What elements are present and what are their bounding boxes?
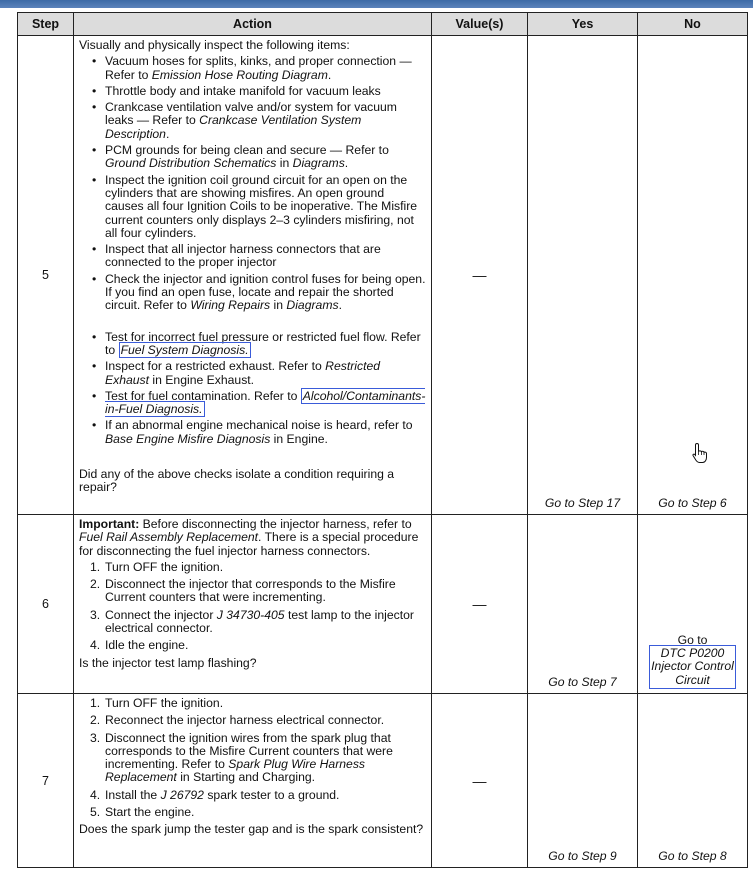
no-cell (638, 36, 748, 515)
important-note: Important: Before disconnecting the injector harness, refer to Fuel Rail Assembly Replacement. There is a special procedure for disconnecting the fuel injector harness connectors. (79, 517, 419, 558)
yes-goto-link[interactable]: Go to Step 9 (548, 849, 617, 863)
procedure-list (79, 561, 426, 653)
list-item: 1. Turn OFF the ignition. (90, 696, 224, 710)
action-cell (74, 36, 432, 515)
table-row (18, 36, 748, 515)
list-item: • Vacuum hoses for splits, kinks, and proper connection — Refer to Emission Hose Routing Diagram. (105, 55, 426, 82)
table-row (18, 694, 748, 868)
no-goto-link[interactable]: Go to Step 6 (658, 496, 727, 510)
value-cell: — (432, 694, 528, 868)
list-item: • Inspect the ignition coil ground circuit for an open on the cylinders that are showing misfires. An open ground causes all four Ignition Coils to be inoperative. The Misfire current counters only displays 2–3 cylinders misfiring, not all four cylinders. (105, 174, 426, 240)
ref-link[interactable]: Fuel Rail Assembly Replacement (79, 530, 259, 545)
yes-cell (528, 694, 638, 868)
action-cell (74, 694, 432, 868)
list-item: • If an abnormal engine mechanical noise is heard, refer to Base Engine Misfire Diagnosis in Engine. (105, 419, 426, 446)
list-item: • Check the injector and ignition control fuses for being open. If you find an open fuse, locate and repair the shorted circuit. Refer to Wiring Repairs in Diagrams. (105, 273, 426, 313)
header-no: No (638, 13, 748, 36)
ref-link[interactable]: Wiring Repairs (190, 298, 271, 313)
step-number: 5 (18, 36, 74, 515)
spacer (79, 316, 426, 328)
step-question: Did any of the above checks isolate a condition requiring a repair? (79, 467, 395, 495)
table-header-row (18, 13, 748, 36)
list-item: 2. Reconnect the injector harness electrical connector. (90, 713, 385, 728)
list-item: • Throttle body and intake manifold for vacuum leaks (105, 85, 426, 98)
ref-link[interactable]: Spark Plug Wire Harness Replacement (105, 757, 366, 785)
procedure-list (79, 697, 426, 819)
step-number: 7 (18, 694, 74, 868)
header-values: Value(s) (432, 13, 528, 36)
list-item: • Inspect that all injector harness connectors that are connected to the proper injector (105, 243, 426, 270)
fuel-system-diagnosis-link[interactable]: Fuel System Diagnosis. (120, 342, 249, 357)
list-item: • Test for incorrect fuel pressure or restricted fuel flow. Refer to Fuel System Diagnosis. (105, 331, 426, 358)
action-lead: Visually and physically inspect the following items: (79, 38, 350, 52)
list-item: • PCM grounds for being clean and secure — Refer to Ground Distribution Schematics in Diagrams. (105, 144, 426, 171)
list-item: • Inspect for a restricted exhaust. Refer to Restricted Exhaust in Engine Exhaust. (105, 360, 426, 387)
step-question: Does the spark jump the tester gap and is the spark consistent? (79, 822, 424, 837)
list-item: 4. Idle the engine. (90, 638, 189, 653)
value-cell: — (432, 515, 528, 694)
value-cell: — (432, 36, 528, 515)
step-question: Is the injector test lamp flashing? (79, 655, 257, 670)
ref-link[interactable]: Ground Distribution Schematics (105, 156, 277, 171)
step-number: 6 (18, 515, 74, 694)
ref-link[interactable]: Emission Hose Routing Diagram (151, 67, 328, 82)
list-item: • Crankcase ventilation valve and/or system for vacuum leaks — Refer to Crankcase Ventilation System Description. (105, 101, 426, 141)
ref-link[interactable]: Base Engine Misfire Diagnosis (105, 431, 271, 446)
yes-cell (528, 515, 638, 694)
action-cell (74, 515, 432, 694)
no-goto-label: Go to (677, 633, 708, 647)
check-list (79, 55, 426, 312)
dtc-p0200-link[interactable]: DTC P0200 Injector Control Circuit (649, 645, 736, 690)
check-list-continued (79, 331, 426, 446)
window-top-bar (0, 0, 753, 8)
table-row (18, 515, 748, 694)
list-item: 3. Disconnect the ignition wires from the spark plug that corresponds to the Misfire Current counters that were incrementing. Refer to Spark Plug Wire Harness Replacement in Starting and Charging. (90, 730, 393, 785)
tool-ref: J 26792 (160, 787, 204, 802)
fuel-contamination-link[interactable]: Alcohol/Contaminants-in-Fuel Diagnosis. (105, 388, 426, 417)
ref-link[interactable]: Diagrams (286, 298, 339, 313)
list-item: 4. Install the J 26792 spark tester to a ground. (90, 787, 340, 802)
list-item: • Test for fuel contamination. Refer to Alcohol/Contaminants-in-Fuel Diagnosis. (105, 390, 426, 417)
diagnostic-table (17, 12, 748, 868)
yes-cell (528, 36, 638, 515)
no-cell (638, 694, 748, 868)
list-item: 3. Connect the injector J 34730-405 test lamp to the injector electrical connector. (90, 607, 414, 636)
ref-link[interactable]: Crankcase Ventilation System Description (105, 113, 362, 141)
hand-pointer-icon (691, 442, 709, 464)
list-item: 2. Disconnect the injector that corresponds to the Misfire Current counters that were incrementing. (90, 577, 396, 605)
header-step: Step (18, 13, 74, 36)
ref-link[interactable]: Diagrams (292, 156, 345, 171)
list-item: 1. Turn OFF the ignition. (90, 559, 224, 574)
no-cell (638, 515, 748, 694)
ref-link[interactable]: Restricted Exhaust (105, 359, 381, 387)
yes-goto-link[interactable]: Go to Step 17 (544, 496, 621, 510)
list-item: 5. Start the engine. (90, 805, 195, 820)
yes-goto-link[interactable]: Go to Step 7 (548, 675, 617, 689)
tool-ref: J 34730-405 (216, 607, 285, 622)
header-action: Action (74, 13, 432, 36)
no-goto-link[interactable]: Go to Step 8 (658, 849, 727, 863)
header-yes: Yes (528, 13, 638, 36)
